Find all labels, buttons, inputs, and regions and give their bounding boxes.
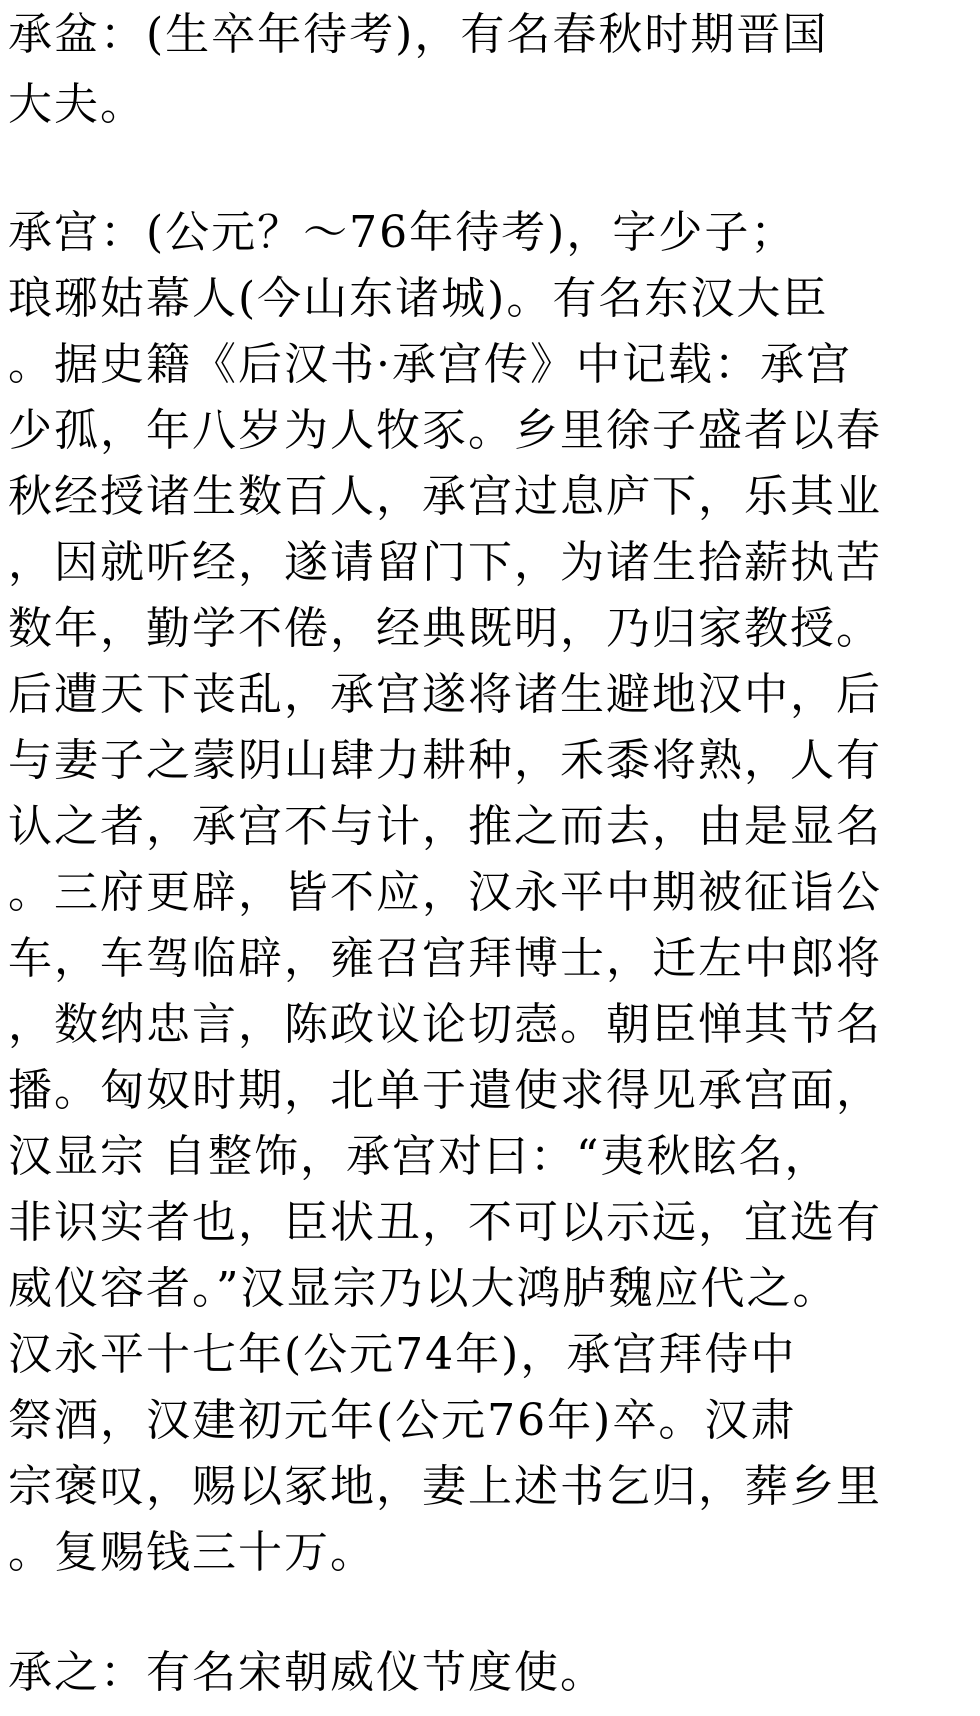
entry-cheng-gong-line-13: ，数纳忠言，陈政议论切悫。朝臣惮其节名 [8, 999, 882, 1050]
entry-cheng-gong-line-16: 非识实者也，臣状丑，不可以示远，宜选有 [8, 1197, 882, 1248]
entry-cheng-gong-line-18: 汉永平十七年(公元74年)，承宫拜侍中 [8, 1329, 797, 1380]
entry-cheng-gong-line-4: 少孤，年八岁为人牧豕。乡里徐子盛者以春 [8, 405, 882, 456]
entry-cheng-gong-line-3: 。据史籍《后汉书·承宫传》中记载：承宫 [8, 339, 852, 390]
entry-cheng-gong-line-2: 琅琊姑幕人(今山东诸城)。有名东汉大臣 [8, 273, 829, 324]
entry-cheng-gong-line-15: 汉显宗 自整饰，承宫对曰：“夷秋眩名， [8, 1131, 831, 1182]
entry-cheng-gong-line-14: 播。匈奴时期，北单于遣使求得见承宫面， [8, 1065, 882, 1116]
entry-cheng-gong-line-1: 承宫：(公元？～76年待考)，字少子； [8, 207, 797, 258]
entry-cheng-gong-line-7: 数年，勤学不倦，经典既明，乃归家教授。 [8, 603, 882, 654]
entry-cheng-zhi-line-1: 承之：有名宋朝威仪节度使。 [8, 1647, 606, 1698]
entry-cheng-gong-line-6: ，因就听经，遂请留门下，为诸生拾薪执苦 [8, 537, 882, 588]
entry-cheng-gong-line-19: 祭酒，汉建初元年(公元76年)卒。汉肃 [8, 1395, 797, 1446]
entry-cheng-gong-line-5: 秋经授诸生数百人，承宫过息庐下，乐其业 [8, 471, 882, 522]
entry-cheng-pen-line-2: 大夫。 [8, 79, 146, 130]
entry-cheng-gong-line-17: 威仪容者。”汉显宗乃以大鸿胪魏应代之。 [8, 1263, 839, 1314]
entry-cheng-gong-line-21: 。复赐钱三十万。 [8, 1527, 376, 1578]
entry-cheng-gong-line-11: 。三府更辟，皆不应，汉永平中期被征诣公 [8, 867, 882, 918]
entry-cheng-gong-line-20: 宗褒叹，赐以冢地，妻上述书乞归，葬乡里 [8, 1461, 882, 1512]
entry-cheng-gong-line-10: 认之者，承宫不与计，推之而去，由是显名 [8, 801, 882, 852]
entry-cheng-pen-line-1: 承盆：(生卒年待考)，有名春秋时期晋国 [8, 9, 829, 60]
entry-cheng-gong-line-8: 后遭天下丧乱，承宫遂将诸生避地汉中，后 [8, 669, 882, 720]
entry-cheng-gong-line-9: 与妻子之蒙阴山肆力耕种，禾黍将熟，人有 [8, 735, 882, 786]
entry-cheng-gong-line-12: 车，车驾临辟，雍召宫拜博士，迁左中郎将 [8, 933, 882, 984]
